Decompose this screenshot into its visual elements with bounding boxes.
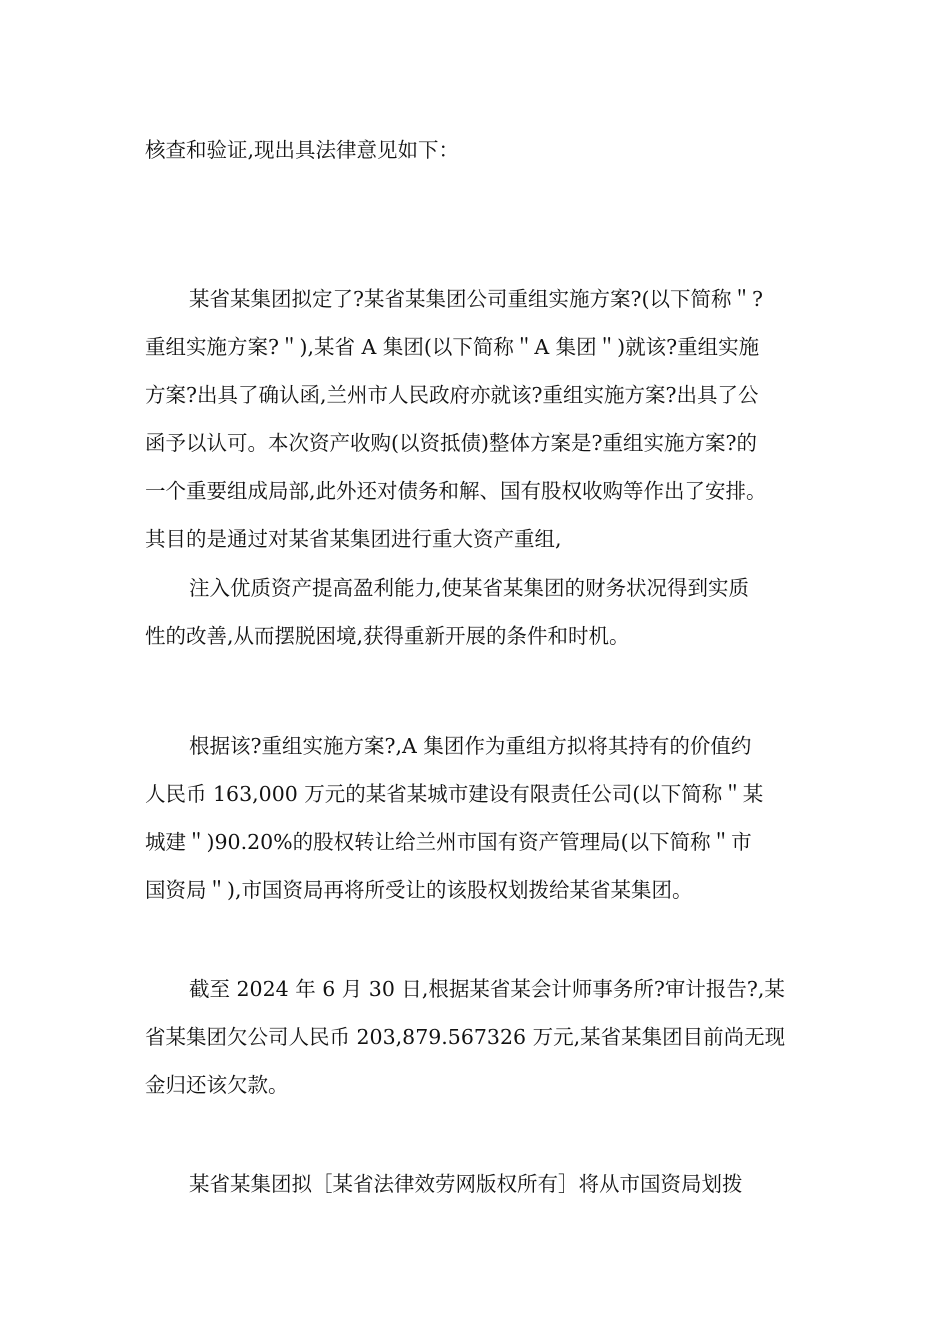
text-line: 某省某集团拟定了?某省某集团公司重组实施方案?(以下简称＂? — [189, 287, 763, 311]
text-line: 函予以认可。本次资产收购(以资抵债)整体方案是?重组实施方案?的 — [145, 431, 757, 455]
paragraph-intro — [145, 126, 813, 174]
paragraph-equity-transfer — [145, 722, 813, 914]
text-line: 重组实施方案?＂),某省 A 集团(以下简称＂A 集团＂)就该?重组实施 — [145, 335, 760, 359]
text-line: 截至 2024 年 6 月 30 日,根据某省某会计师事务所?审计报告?,某 — [189, 977, 785, 1001]
text-line: 一个重要组成局部,此外还对债务和解、国有股权收购等作出了安排。 — [145, 479, 767, 503]
paragraph-restructuring-plan — [145, 275, 813, 563]
text-line: 人民币 163,000 万元的某省某城市建设有限责任公司(以下简称＂某 — [145, 782, 764, 806]
paragraph-allocation — [145, 1160, 813, 1208]
text-line: 方案?出具了确认函,兰州市人民政府亦就该?重组实施方案?出具了公 — [145, 383, 759, 407]
text-line: 根据该?重组实施方案?,A 集团作为重组方拟将其持有的价值约 — [189, 734, 752, 758]
text-line: 省某集团欠公司人民币 203,879.567326 万元,某省某集团目前尚无现 — [145, 1025, 786, 1049]
text-line: 注入优质资产提高盈利能力,使某省某集团的财务状况得到实质 — [189, 576, 750, 600]
text-line: 城建＂)90.20%的股权转让给兰州市国有资产管理局(以下简称＂市 — [145, 830, 752, 854]
text-line: 某省某集团拟［某省法律效劳网版权所有］将从市国资局划拨 — [189, 1172, 743, 1196]
text-line: 国资局＂),市国资局再将所受让的该股权划拨给某省某集团。 — [145, 878, 693, 902]
paragraph-asset-injection — [145, 564, 813, 660]
paragraph-debt-status — [145, 965, 813, 1109]
text-line: 性的改善,从而摆脱困境,获得重新开展的条件和时机。 — [145, 624, 630, 648]
text-line: 核查和验证,现出具法律意见如下： — [145, 138, 460, 162]
text-line: 其目的是通过对某省某集团进行重大资产重组, — [145, 527, 562, 551]
text-line: 金归还该欠款。 — [145, 1073, 289, 1097]
